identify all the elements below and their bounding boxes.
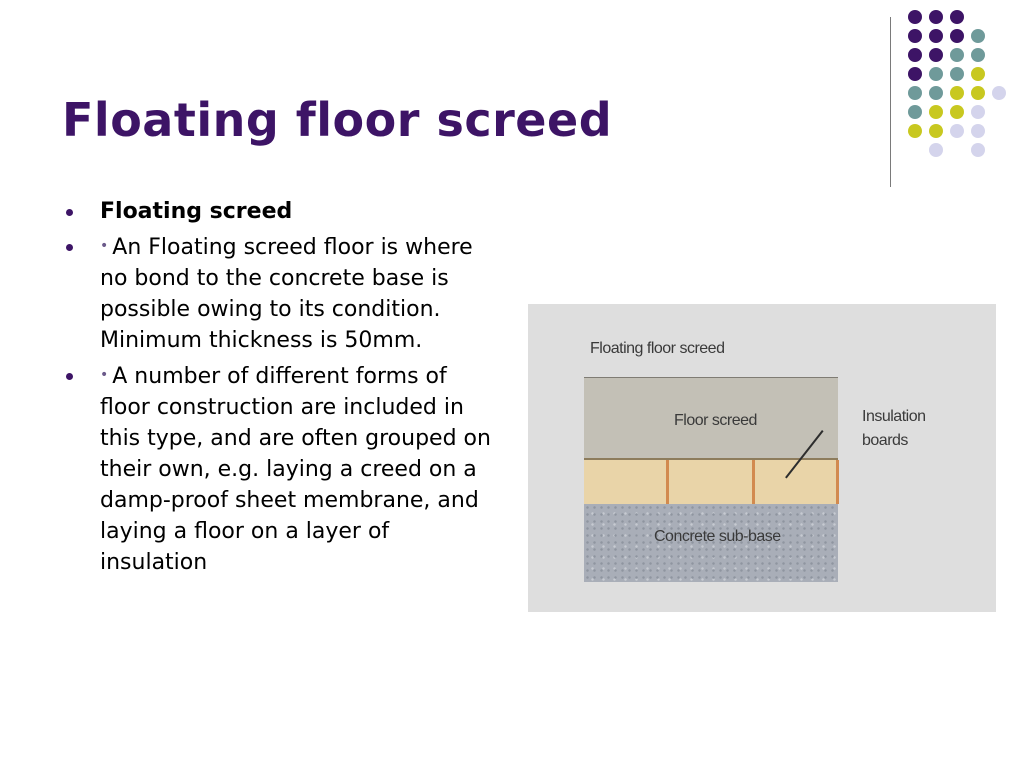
decor-dot (908, 124, 922, 138)
decor-dot (950, 67, 964, 81)
decor-dot (971, 124, 985, 138)
diagram-heading: Floating floor screed (590, 340, 725, 357)
floor-screed-label: Floor screed (674, 412, 757, 429)
decor-dot (971, 105, 985, 119)
decor-dot (971, 143, 985, 157)
decor-dot (950, 105, 964, 119)
decor-dot (929, 105, 943, 119)
bullet-list (62, 196, 502, 578)
decor-dot (929, 10, 943, 24)
floor-screed-layer (584, 377, 838, 460)
decor-dot (929, 86, 943, 100)
decor-dot (971, 48, 985, 62)
board-joint (752, 460, 755, 504)
decor-dot (971, 86, 985, 100)
decor-dot (929, 124, 943, 138)
decor-dot (929, 143, 943, 157)
slide-title: Floating floor screed (62, 93, 613, 147)
board-joint (666, 460, 669, 504)
decor-dot (950, 86, 964, 100)
bullet-item-3 (62, 360, 502, 578)
board-joint (836, 460, 839, 504)
bullet-text: A number of different forms of floor construction are included in this type, and are often grouped on their own, e.g. laying a creed on a damp-proof sheet membrane, and laying a floor on a layer of insulation (100, 364, 491, 575)
bullet-text: Floating screed (100, 199, 293, 224)
insulation-callout-line2: boards (862, 432, 908, 449)
decor-dot (950, 124, 964, 138)
insulation-callout-line1: Insulation (862, 408, 926, 425)
inline-bullet-glyph: • (100, 238, 109, 254)
decor-dot (908, 86, 922, 100)
decor-dot (908, 10, 922, 24)
bullet-marker (66, 244, 73, 251)
bullet-item-2 (62, 231, 502, 356)
decor-dot (950, 10, 964, 24)
decor-dot (971, 29, 985, 43)
decor-dot (992, 86, 1006, 100)
dot-grid-icon (900, 10, 1010, 170)
bullet-item-1 (62, 196, 502, 227)
decor-dot (950, 48, 964, 62)
decor-dot (908, 29, 922, 43)
bullet-marker (66, 373, 73, 380)
decor-dot (908, 48, 922, 62)
bullet-marker (66, 209, 73, 216)
decor-dot (971, 67, 985, 81)
divider-line (890, 17, 891, 187)
decor-dot (929, 48, 943, 62)
decor-dot (908, 105, 922, 119)
floor-section-diagram (528, 304, 996, 612)
decor-dot (929, 67, 943, 81)
decor-dot (950, 29, 964, 43)
insulation-boards-layer (584, 458, 838, 506)
decor-dot (929, 29, 943, 43)
concrete-sub-base-layer (584, 504, 838, 582)
bullet-text: An Floating screed floor is where no bond to the concrete base is possible owing to its condition. Minimum thickness is 50mm. (100, 235, 473, 353)
concrete-sub-base-label: Concrete sub-base (654, 528, 781, 545)
inline-bullet-glyph: • (100, 367, 109, 383)
decor-dot (908, 67, 922, 81)
